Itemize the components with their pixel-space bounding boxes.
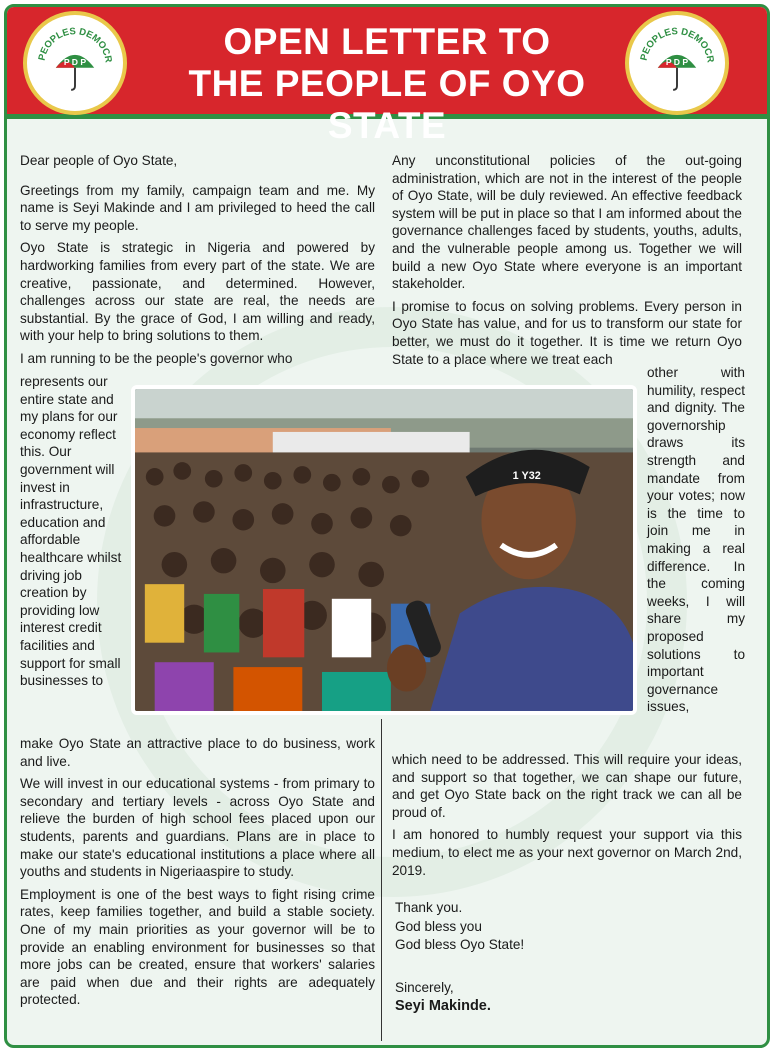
sign-off-block xyxy=(395,979,491,1015)
closing-line: God bless you xyxy=(395,918,482,934)
paragraph: which need to be addressed. This will require your ideas, and support so that together, we can shape our future, and get Oyo State back on the right track we can all be proud of. xyxy=(392,752,742,820)
paragraph: Any unconstitutional policies of the out-going administration, which are not in the interest of the people of Oyo State, will be duly reviewed. An effective feedback system will be put in place so that I am informed about the governance challenges faced by students, youths, adults, and the vulnerable people among us. Together we will build a new Oyo State where everyone is an important stakeholder. xyxy=(392,153,742,292)
closing-line: God bless Oyo State! xyxy=(395,937,525,953)
crowd-image xyxy=(135,389,633,711)
paragraph: I am honored to humbly request your support via this medium, to elect me as your next governor on March 2nd, 2019. xyxy=(392,827,742,878)
header-banner xyxy=(7,7,767,146)
svg-text:PEOPLES DEMOCRATIC PARTY: PEOPLES DEMOCR xyxy=(36,26,114,64)
title-line-2: THE PEOPLE OF OYO STATE xyxy=(188,63,586,146)
letter-left-column-bottom xyxy=(20,735,375,1014)
pdp-logo-right xyxy=(625,11,729,115)
paragraph: make Oyo State an attractive place to do business, work and live. xyxy=(20,736,375,769)
letter-sheet xyxy=(4,4,770,1048)
paragraph: We will invest in our educational systems - from primary to secondary and tertiary levels - across Oyo State and relieve the burden of high school fees placed upon our students, parents and guardians. Plans are in place to make our state's educational institutions a place where all youths and students in Nigeriaaspire to study. xyxy=(20,776,375,880)
paragraph: I promise to focus on solving problems. Every person in Oyo State has value, and for us to transform our state for better, we must do it together. It is time we return Oyo State to a place where we treat each xyxy=(392,298,742,367)
right-wrap-text: other with humility, respect and dignity. The governorship draws its strength and mandate from your votes; now is the time to join me in making a real difference. In the coming weeks, I will share my proposed solutions to important governance issues, xyxy=(647,365,745,715)
title-line-1: OPEN LETTER TO xyxy=(223,21,551,62)
paragraph: Employment is one of the best ways to fight rising crime rates, keep families together, and build a stable society. One of my main priorities as your governor will be to provide an enabling environment for businesses so that more jobs can be created, ensure that workers' salaries are paid when due and their rights are adequately protected. xyxy=(20,886,375,1008)
sign-off: Sincerely, xyxy=(395,980,454,995)
svg-text:PEOPLES DEMOCRATIC PARTY: PEOPLES DEMOCR xyxy=(638,26,716,64)
left-wrap-text: represents our entire state and my plans for our economy reflect this. Our government will invest in infrastructure, education and affordable healthcare whilst driving job creation by providing low interest credit facilities and support for small businesses to xyxy=(20,374,122,689)
letter-right-column-bottom xyxy=(392,751,742,884)
umbrella-logo-icon xyxy=(629,15,725,111)
paragraph: Greetings from my family, campaign team and me. My name is Seyi Makinde and I am privileged to heed the call to serve my people. xyxy=(20,182,375,233)
svg-text:P D P: P D P xyxy=(63,56,87,67)
letter-left-column-top xyxy=(20,152,375,373)
svg-text:P D P: P D P xyxy=(665,56,689,67)
letter-right-column-top xyxy=(392,152,742,373)
salutation: Dear people of Oyo State, xyxy=(20,153,178,168)
umbrella-logo-icon xyxy=(27,15,123,111)
closing-lines xyxy=(395,899,524,955)
campaign-rally-photo xyxy=(131,385,637,715)
svg-text:1 Y32: 1 Y32 xyxy=(512,469,541,482)
column-divider xyxy=(381,719,382,1041)
paragraph: I am running to be the people's governor who xyxy=(20,350,293,366)
closing-line: Thank you. xyxy=(395,900,463,915)
paragraph: Oyo State is strategic in Nigeria and powered by hardworking families from every part of the state. We are creative, passionate, and determined. However, challenges across our state are real, the needs are substantial. By the grace of God, I am willing and ready, with your help to bring solutions to them. xyxy=(20,240,375,344)
pdp-logo-left xyxy=(23,11,127,115)
page-title xyxy=(137,21,637,147)
signature: Seyi Makinde. xyxy=(395,998,491,1014)
